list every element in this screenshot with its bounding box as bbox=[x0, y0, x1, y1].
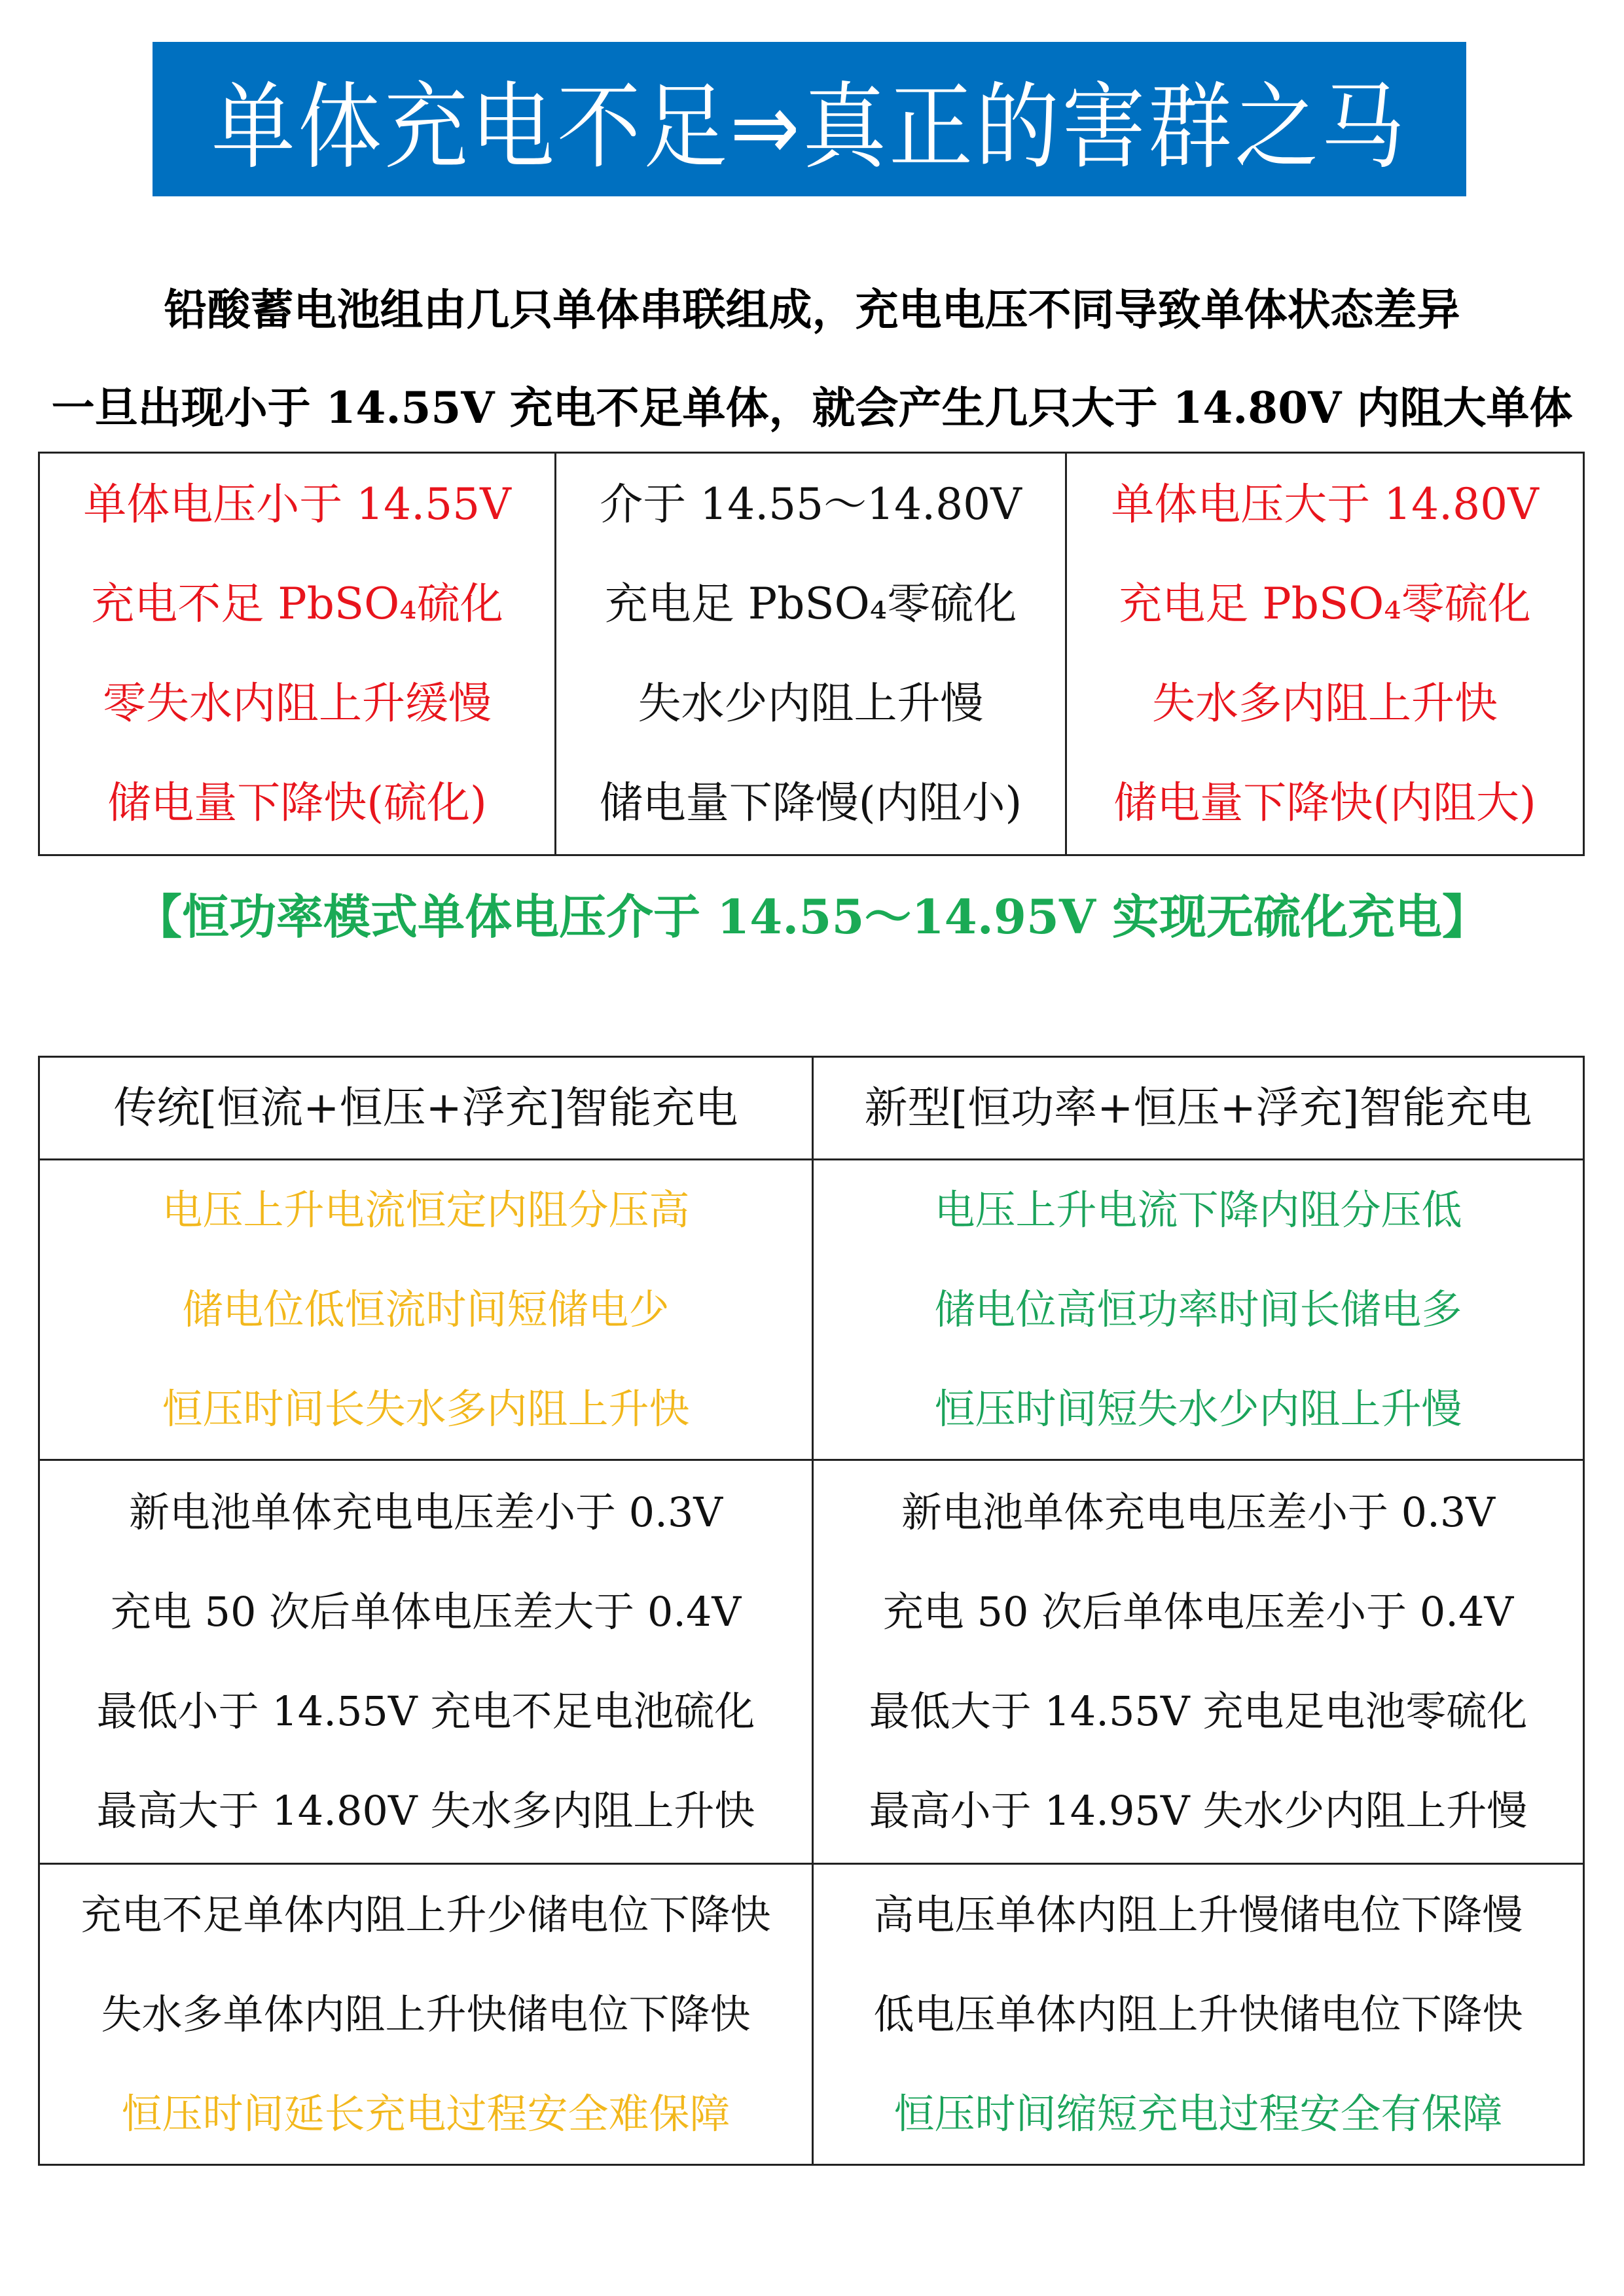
cell-line: 充电不足单体内阻上升少储电位下降快 bbox=[81, 1890, 771, 1939]
intro-line-2: 一旦出现小于 14.55V 充电不足单体，就会产生几只大于 14.80V 内阻大单体 bbox=[51, 382, 1573, 433]
charging-comparison-table bbox=[38, 1056, 1585, 2166]
cell-line: 充电 50 次后单体电压差大于 0.4V bbox=[110, 1588, 742, 1636]
cell-line: 失水少内阻上升慢 bbox=[638, 678, 984, 728]
new-safety-cell bbox=[813, 1864, 1584, 2165]
cell-line: 单体电压大于 14.80V bbox=[1111, 479, 1539, 529]
cell-line: 电压上升电流下降内阻分压低 bbox=[934, 1186, 1462, 1234]
title-banner bbox=[153, 42, 1466, 196]
cell-line: 单体电压小于 14.55V bbox=[83, 479, 511, 529]
cell-line: 低电压单体内阻上升快储电位下降快 bbox=[873, 1990, 1523, 2038]
page-title: 单体充电不足⇒真正的害群之马 bbox=[211, 73, 1408, 183]
cell-line: 储电量下降慢(内阻小) bbox=[599, 778, 1022, 828]
cell-line: 最高小于 14.95V 失水少内阻上升慢 bbox=[869, 1787, 1528, 1835]
new-voltage-diff-cell bbox=[813, 1460, 1584, 1864]
header-traditional bbox=[39, 1057, 813, 1160]
cell-line: 最低大于 14.55V 充电足电池零硫化 bbox=[869, 1687, 1528, 1735]
header-label: 新型[恒功率+恒压+浮充]智能充电 bbox=[864, 1083, 1532, 1133]
cell-line: 高电压单体内阻上升慢储电位下降慢 bbox=[873, 1890, 1523, 1939]
cell-line: 新电池单体充电电压差小于 0.3V bbox=[128, 1488, 723, 1536]
cell-line: 储电位高恒功率时间长储电多 bbox=[934, 1285, 1462, 1333]
cell-line: 储电位低恒流时间短储电少 bbox=[182, 1285, 670, 1333]
cell-line: 电压上升电流恒定内阻分压高 bbox=[162, 1186, 690, 1234]
new-process-cell bbox=[813, 1160, 1584, 1460]
traditional-safety-cell bbox=[39, 1864, 813, 2165]
cell-line: 恒压时间短失水少内阻上升慢 bbox=[934, 1385, 1462, 1433]
mode-statement: 【恒功率模式单体电压介于 14.55～14.95V 实现无硫化充电】 bbox=[135, 889, 1489, 944]
intro-line-1: 铅酸蓄电池组由几只单体串联组成，充电电压不同导致单体状态差异 bbox=[164, 284, 1460, 335]
cell-line: 恒压时间延长充电过程安全难保障 bbox=[121, 2089, 731, 2138]
cell-line: 介于 14.55～14.80V bbox=[600, 479, 1022, 529]
cell-line: 充电足 PbSO₄零硫化 bbox=[604, 579, 1017, 629]
cell-line: 新电池单体充电电压差小于 0.3V bbox=[901, 1488, 1496, 1536]
cell-line: 恒压时间长失水多内阻上升快 bbox=[162, 1385, 690, 1433]
header-label: 传统[恒流+恒压+浮充]智能充电 bbox=[113, 1083, 738, 1133]
cell-line: 充电 50 次后单体电压差小于 0.4V bbox=[882, 1588, 1514, 1636]
cell-line: 零失水内阻上升缓慢 bbox=[103, 678, 492, 728]
cell-line: 失水多内阻上升快 bbox=[1152, 678, 1498, 728]
cell-line: 储电量下降快(硫化) bbox=[107, 778, 487, 828]
cell-line: 最低小于 14.55V 充电不足电池硫化 bbox=[96, 1687, 755, 1735]
voltage-state-table bbox=[38, 452, 1585, 856]
cell-line: 储电量下降快(内阻大) bbox=[1113, 778, 1536, 828]
traditional-process-cell bbox=[39, 1160, 813, 1460]
cell-normal bbox=[556, 453, 1066, 855]
cell-line: 最高大于 14.80V 失水多内阻上升快 bbox=[96, 1787, 755, 1835]
traditional-voltage-diff-cell bbox=[39, 1460, 813, 1864]
cell-line: 失水多单体内阻上升快储电位下降快 bbox=[101, 1990, 751, 2038]
cell-overcharged bbox=[1066, 453, 1584, 855]
header-new bbox=[813, 1057, 1584, 1160]
cell-line: 充电不足 PbSO₄硫化 bbox=[91, 579, 503, 629]
cell-undercharged bbox=[39, 453, 556, 855]
cell-line: 充电足 PbSO₄零硫化 bbox=[1119, 579, 1531, 629]
cell-line: 恒压时间缩短充电过程安全有保障 bbox=[893, 2089, 1503, 2138]
